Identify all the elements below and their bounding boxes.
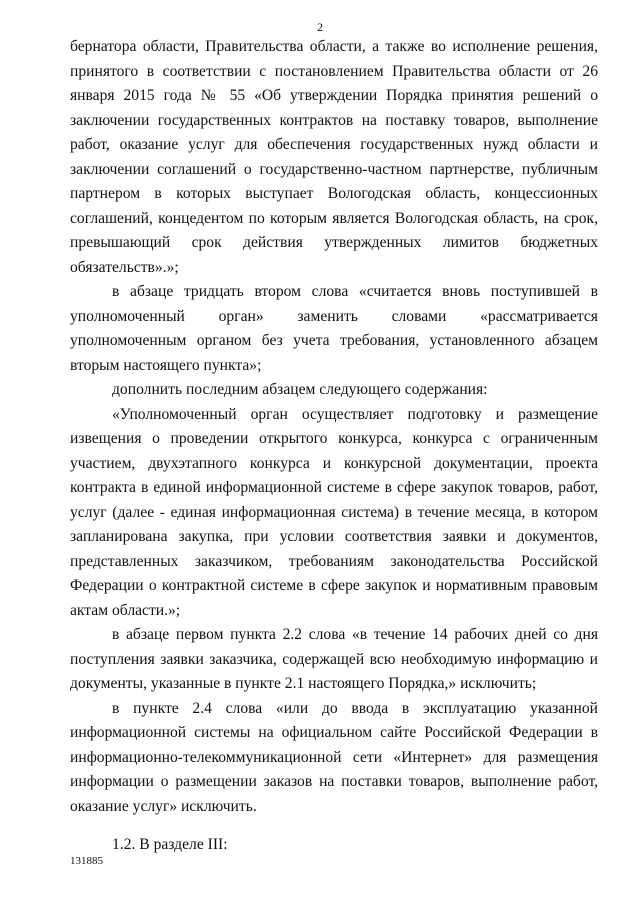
section-heading-1-2: 1.2. В разделе III: [112, 836, 228, 853]
paragraph-add-last-abzac: дополнить последним абзацем следующего содержания: [112, 381, 488, 398]
page-number: 2 [317, 20, 323, 34]
paragraph-continuation: бернатора области, Правительства области, а также во исполнение решения, принятого в соответствии с постановлением Правительства области от 26 января 2015 года № 55 «Об утверждении Порядка принятия решений о заключении государственных контрактов на поставку товаров, выполнение работ, оказание услуг для обеспечения государственных нужд области и заключении соглашений о государственно-частном партнерстве, публичным партнером в которых выступает Вологодская область, концессионных соглашений, концедентом по которым является Вологодская область, на срок, превышающий срок действия утвержденных лимитов бюджетных обязательств».»; [70, 38, 598, 276]
paragraph-amendment-2-4: в пункте 2.4 слова «или до ввода в эксплуатацию указанной информационной системы на официальном сайте Российской Федерации в информационно-телекоммуникационной сети «Интернет» для размещения информации о размещении заказов на поставки товаров, выполнение работ, оказание услуг» исключить. [70, 699, 598, 815]
paragraph-amendment-abzac-32: в абзаце тридцать втором слова «считается вновь поступившей в уполномоченный орган» заменить словами «рассматривается уполномоченным органом без учета требования, установленного абзацем вторым настоящего пункта»; [70, 283, 598, 374]
document-body [70, 35, 598, 858]
document-code: 131885 [70, 855, 103, 867]
paragraph-amendment-2-2: в абзаце первом пункта 2.2 слова «в течение 14 рабочих дней со дня поступления заявки заказчика, содержащей всю необходимую информацию и документы, указанные в пункте 2.1 настоящего Порядка,» исключить; [70, 626, 598, 692]
paragraph-quoted-text: «Уполномоченный орган осуществляет подготовку и размещение извещения о проведении открытого конкурса, конкурса с ограниченным участием, двухэтапного конкурса и конкурсной документации, проекта контракта в единой информационной системе в сфере закупок товаров, работ, услуг (далее - единая информационная система) в течение месяца, в котором запланирована закупка, при условии соответствия заявки и документов, представленных заказчиком, требованиям законодательства Российской Федерации о контрактной системе в сфере закупок и нормативным правовым актам области.»; [70, 405, 598, 619]
